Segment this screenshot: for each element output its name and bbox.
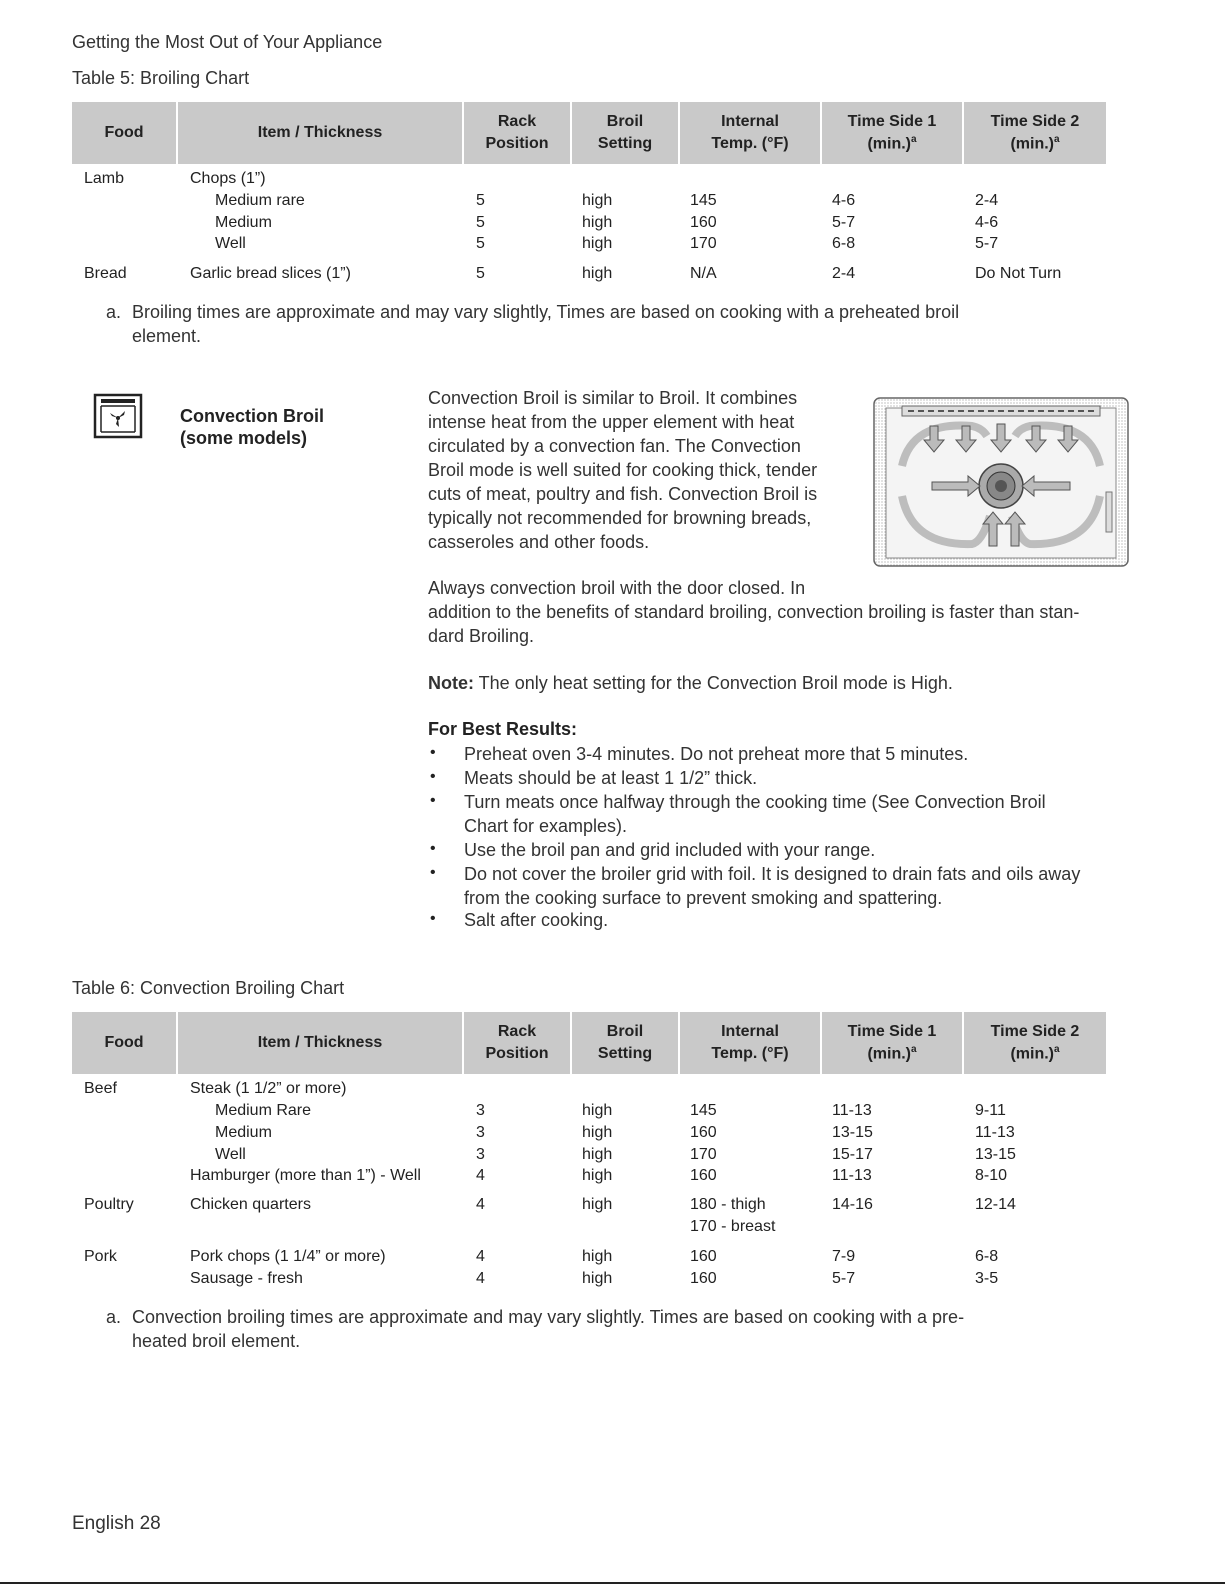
list-item: Turn meats once halfway through the cooking time (See Convection Broil Chart for examples). [464, 792, 1046, 836]
table5-footnote: Broiling times are approximate and may vary slightly, Times are based on cooking with a preheated broil element. [132, 302, 960, 346]
convection-door-paragraph: Always convection broil with the door closed. In addition to the benefits of standard broiling, convection broiling is faster than stan- dard Broiling. [428, 578, 1080, 646]
page-number: English 28 [72, 1513, 161, 1534]
col-broil: Broil Setting [572, 102, 678, 164]
col-item: Item / Thickness [178, 1012, 462, 1074]
best-results-title: For Best Results: [428, 719, 578, 739]
bottom-rule [0, 1582, 1225, 1584]
col-food: Food [72, 102, 176, 164]
table5-footnote-marker: a. [106, 302, 122, 322]
convection-oven-illustration [872, 396, 1130, 568]
table6-footnote-marker: a. [106, 1307, 122, 1327]
list-item: Do not cover the broiler grid with foil. It is designed to drain fats and oils away from the cooking surface to prevent smoking and spattering. [464, 864, 1081, 908]
convection-broil-title: Convection Broil (some models) [180, 406, 325, 448]
col-rack: Rack Position [464, 1012, 570, 1074]
table6-footnote: Convection broiling times are approximate and may vary slightly. Times are based on cooking with a pre- heated broil element. [132, 1307, 965, 1351]
col-side1: Time Side 1 $(\min.)^a$ [822, 102, 962, 164]
convection-fan-icon [93, 393, 143, 439]
convection-note: Note: The only heat setting for the Convection Broil mode is High. [428, 673, 953, 693]
list-item: Preheat oven 3-4 minutes. Do not preheat more that 5 minutes. [464, 744, 969, 764]
col-food: Food [72, 1012, 176, 1074]
table6-caption: Table 6: Convection Broiling Chart [72, 978, 345, 998]
table6-header [72, 1012, 1108, 1074]
col-side2: Time Side 2 $(\min.)^a$ [964, 102, 1106, 164]
col-broil: Broil Setting [572, 1012, 678, 1074]
table5-caption: Table 5: Broiling Chart [72, 68, 250, 88]
convection-description: Convection Broil is similar to Broil. It combines intense heat from the upper element with heat circulated by a convection fan. The Convection Broil mode is well suited for cooking thick, tender cuts of meat, poultry and fish. Convection Broil is typically not recommended for browning breads, casseroles and other foods. [428, 388, 818, 552]
table5-header [72, 102, 1108, 164]
col-side1: Time Side 1 $(\min.)^a$ [822, 1012, 962, 1074]
list-item: Salt after cooking. [464, 910, 609, 930]
col-rack: Rack Position [464, 102, 570, 164]
section-title: Getting the Most Out of Your Appliance [72, 32, 383, 52]
list-item: Use the broil pan and grid included with your range. [464, 840, 876, 860]
col-temp: Internal Temp. (°F) [680, 1012, 820, 1074]
col-temp: Internal Temp. (°F) [680, 102, 820, 164]
col-side2: Time Side 2 $(\min.)^a$ [964, 1012, 1106, 1074]
list-item: Meats should be at least 1 1/2” thick. [464, 768, 758, 788]
col-item: Item / Thickness [178, 102, 462, 164]
